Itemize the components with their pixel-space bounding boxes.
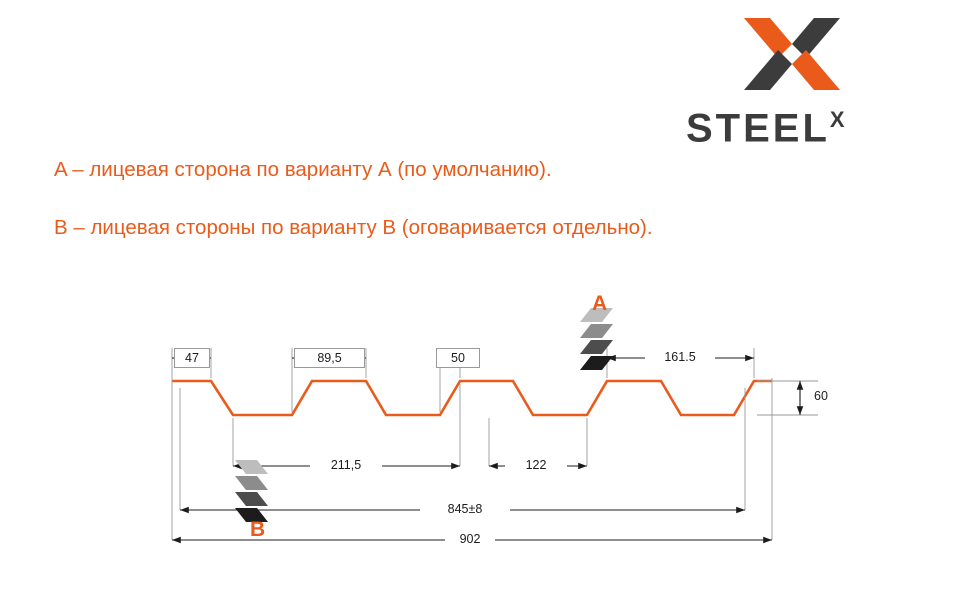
- note-variant-a: A – лицевая сторона по варианту А (по умолчанию).: [54, 158, 552, 181]
- dim-valley-width: 50: [436, 348, 480, 368]
- logo-wordmark-text: STEEL: [686, 106, 830, 151]
- dim-flange-width: 47: [174, 348, 210, 368]
- dim-useful-width: 845±8: [420, 500, 510, 518]
- marker-label-b: B: [250, 518, 266, 541]
- dim-pitch-122: 122: [505, 456, 567, 474]
- logo-superscript: X: [829, 107, 845, 132]
- profile-section-path: [172, 381, 772, 415]
- marker-label-a: A: [592, 292, 608, 315]
- dim-height: 60: [808, 387, 842, 405]
- logo-wordmark: [686, 100, 896, 151]
- steelx-x-mark-icon: [744, 18, 840, 90]
- dim-right-span: 161.5: [645, 348, 715, 366]
- dim-overall-width: 902: [445, 530, 495, 548]
- dim-rib-top-width: 89,5: [294, 348, 365, 368]
- chevron-up-marker-icon: [235, 460, 268, 522]
- chevron-down-marker-icon: [580, 308, 613, 370]
- note-variant-b: B – лицевая стороны по варианту B (оговаривается отдельно).: [54, 216, 653, 239]
- profile-drawing: [0, 270, 970, 590]
- dim-pitch-211: 211,5: [310, 456, 382, 474]
- steelx-logo: [686, 18, 896, 151]
